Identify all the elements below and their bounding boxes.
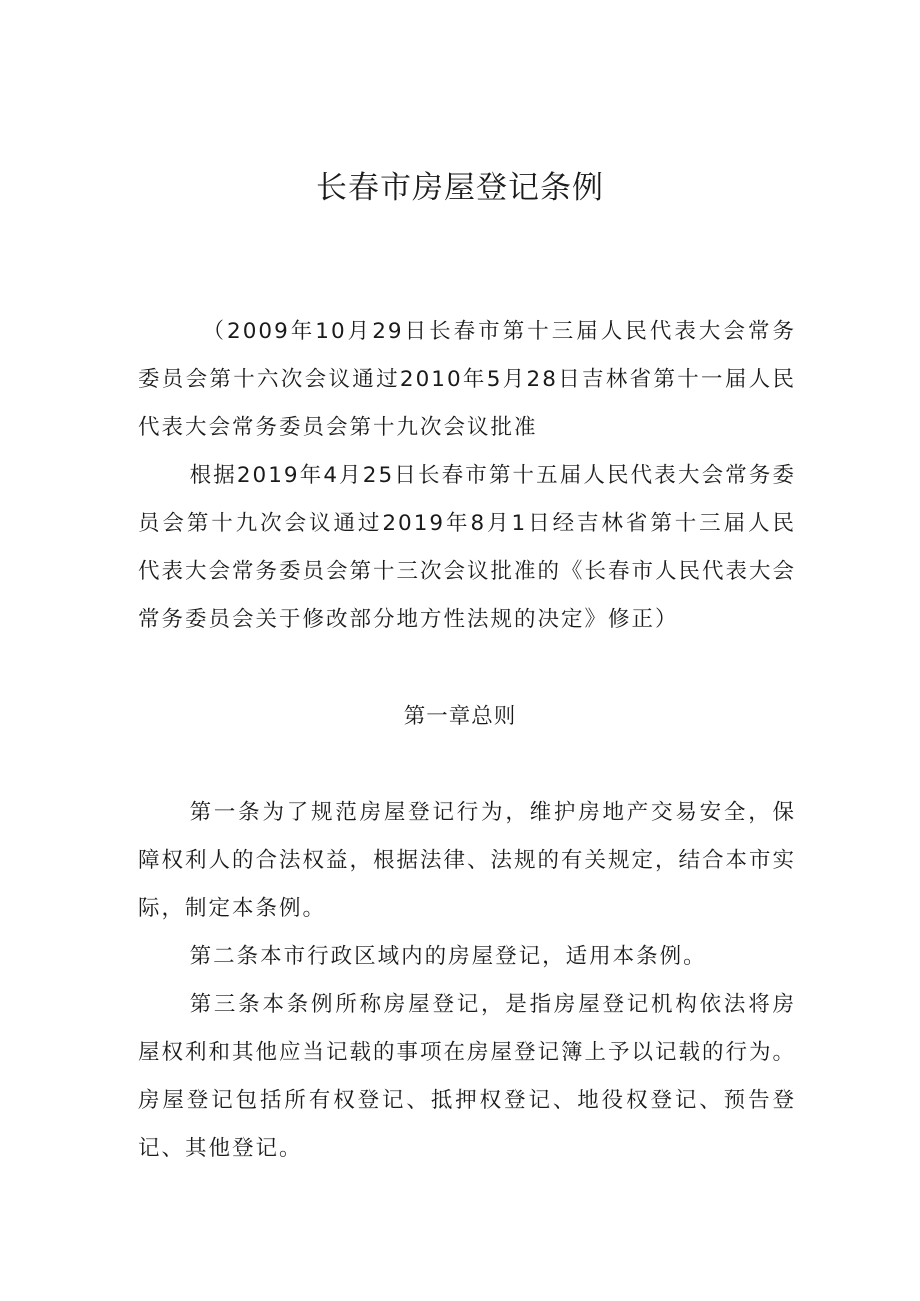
chapter-heading: 第一章总则 (403, 704, 517, 729)
enactment-note-paragraph-1: （2009年10月29日长春市第十三届人民代表大会常务委员会第十六次会议通过2010年5月28日吉林省第十一届人民代表大会常务委员会第十九次会议批准 (138, 319, 796, 440)
article-3: 第三条本条例所称房屋登记，是指房屋登记机构依法将房屋权利和其他应当记载的事项在房屋登记簿上予以记载的行为。房屋登记包括所有权登记、抵押权登记、地役权登记、预告登记、其他登记。 (138, 992, 797, 1161)
article-2: 第二条本市行政区域内的房屋登记，适用本条例。 (189, 944, 707, 969)
articles-section (138, 789, 796, 1173)
article-1: 第一条为了规范房屋登记行为，维护房地产交易安全，保障权利人的合法权益，根据法律、法规的有关规定，结合本市实际，制定本条例。 (138, 800, 797, 921)
document-title: 长春市房屋登记条例 (316, 170, 604, 206)
enactment-note-paragraph-2: 根据2019年4月25日长春市第十五届人民代表大会常务委员会第十九次会议通过2019年8月1日经吉林省第十三届人民代表大会常务委员会第十三次会议批准的《长春市人民代表大会常务委员会关于修改部分地方性法规的决定》修正） (138, 463, 797, 632)
enactment-note (138, 308, 796, 644)
